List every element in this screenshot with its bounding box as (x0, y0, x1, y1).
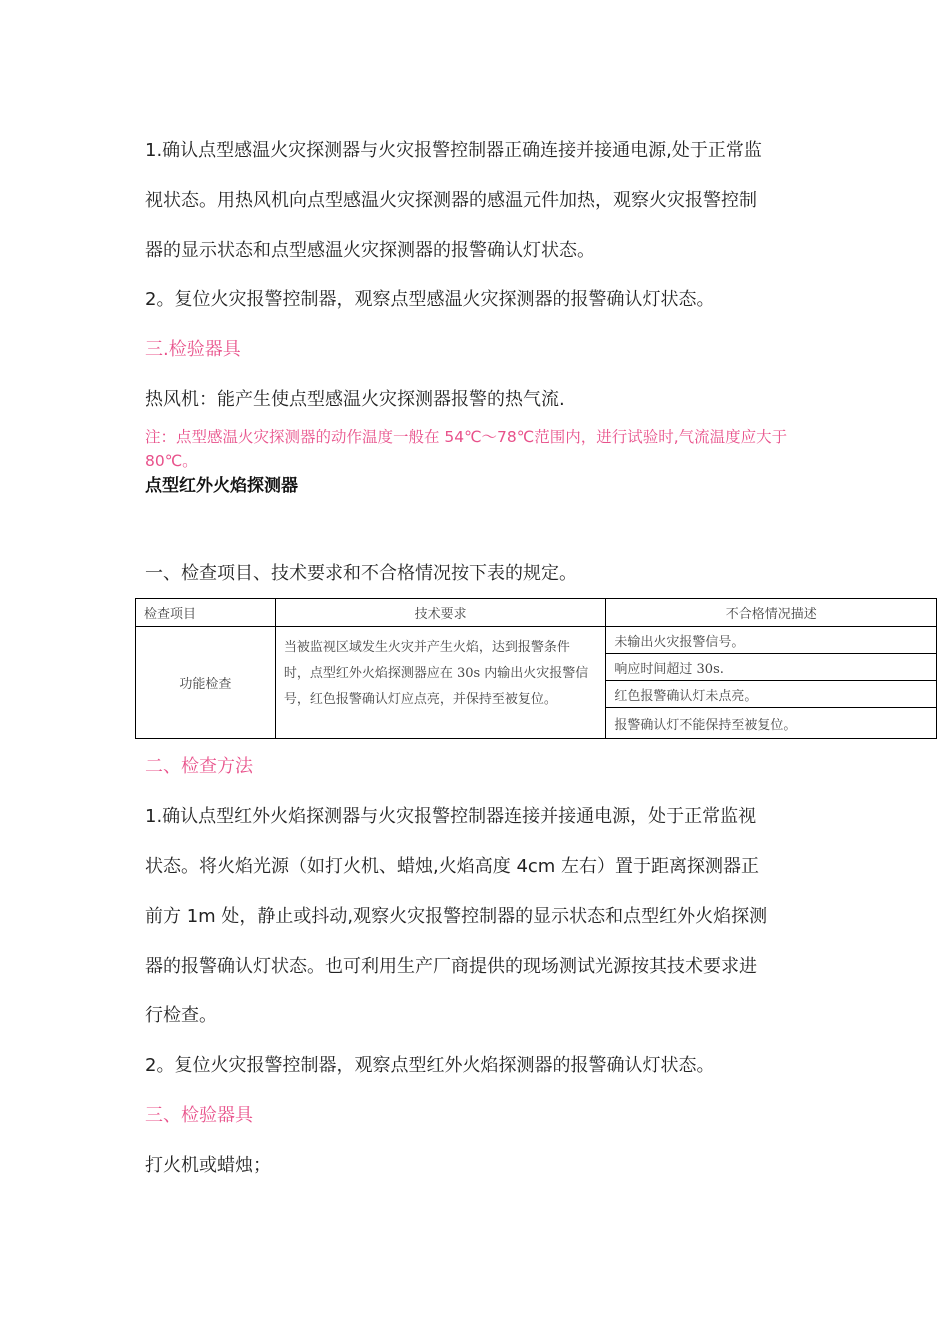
flame-method-line-1: 1.确认点型红外火焰探测器与火灾报警控制器连接并接通电源，处于正常监视 (145, 806, 757, 827)
cell-check-item: 功能检查 (136, 627, 276, 739)
table-header-row (136, 599, 937, 627)
flame-method-heading: 二、检查方法 (145, 756, 253, 777)
heat-method-line-4: 2。复位火灾报警控制器，观察点型感温火灾探测器的报警确认灯状态。 (145, 289, 715, 310)
flame-method-line-5: 行检查。 (145, 1005, 217, 1026)
flame-method-line-3: 前方 1m 处，静止或抖动,观察火灾报警控制器的显示状态和点型红外火焰探测 (145, 906, 768, 927)
header-check-item: 检查项目 (136, 599, 276, 627)
flame-method-line-4: 器的报警确认灯状态。也可利用生产厂商提供的现场测试光源按其技术要求进 (145, 956, 757, 977)
flame-detector-title: 点型红外火焰探测器 (145, 476, 298, 496)
header-technical-requirement: 技术要求 (275, 599, 606, 627)
flame-table-intro: 一、检查项目、技术要求和不合格情况按下表的规定。 (145, 563, 577, 584)
cell-failure-1: 未输出火灾报警信号。 (606, 627, 937, 654)
cell-failure-2: 响应时间超过 30s. (606, 654, 937, 681)
flame-tools-text: 打火机或蜡烛； (145, 1155, 271, 1176)
flame-method-line-6: 2。复位火灾报警控制器，观察点型红外火焰探测器的报警确认灯状态。 (145, 1055, 715, 1076)
cell-failure-3: 红色报警确认灯未点亮。 (606, 681, 937, 708)
table-row (136, 627, 937, 654)
cell-failure-4: 报警确认灯不能保持至被复位。 (606, 708, 937, 739)
heat-tools-text: 热风机：能产生使点型感温火灾探测器报警的热气流. (145, 389, 565, 410)
flame-method-line-2: 状态。将火焰光源（如打火机、蜡烛,火焰高度 4cm 左右）置于距离探测器正 (145, 856, 760, 877)
heat-method-line-2: 视状态。用热风机向点型感温火灾探测器的感温元件加热，观察火灾报警控制 (145, 190, 757, 211)
heat-tools-heading: 三.检验器具 (145, 339, 241, 360)
flame-tools-heading: 三、检验器具 (145, 1105, 253, 1126)
inspection-table (135, 598, 937, 739)
header-failure-description: 不合格情况描述 (606, 599, 937, 627)
cell-requirement: 当被监视区域发生火灾并产生火焰，达到报警条件时，点型红外火焰探测器应在 30s 内输出火灾报警信号，红色报警确认灯应点亮，并保持至被复位。 (275, 627, 606, 739)
heat-method-line-3: 器的显示状态和点型感温火灾探测器的报警确认灯状态。 (145, 240, 595, 261)
heat-temperature-note: 注：点型感温火灾探测器的动作温度一般在 54℃～78℃范围内，进行试验时,气流温度应大于 80℃。 (145, 428, 788, 470)
heat-method-line-1: 1.确认点型感温火灾探测器与火灾报警控制器正确连接并接通电源,处于正常监 (145, 140, 762, 161)
